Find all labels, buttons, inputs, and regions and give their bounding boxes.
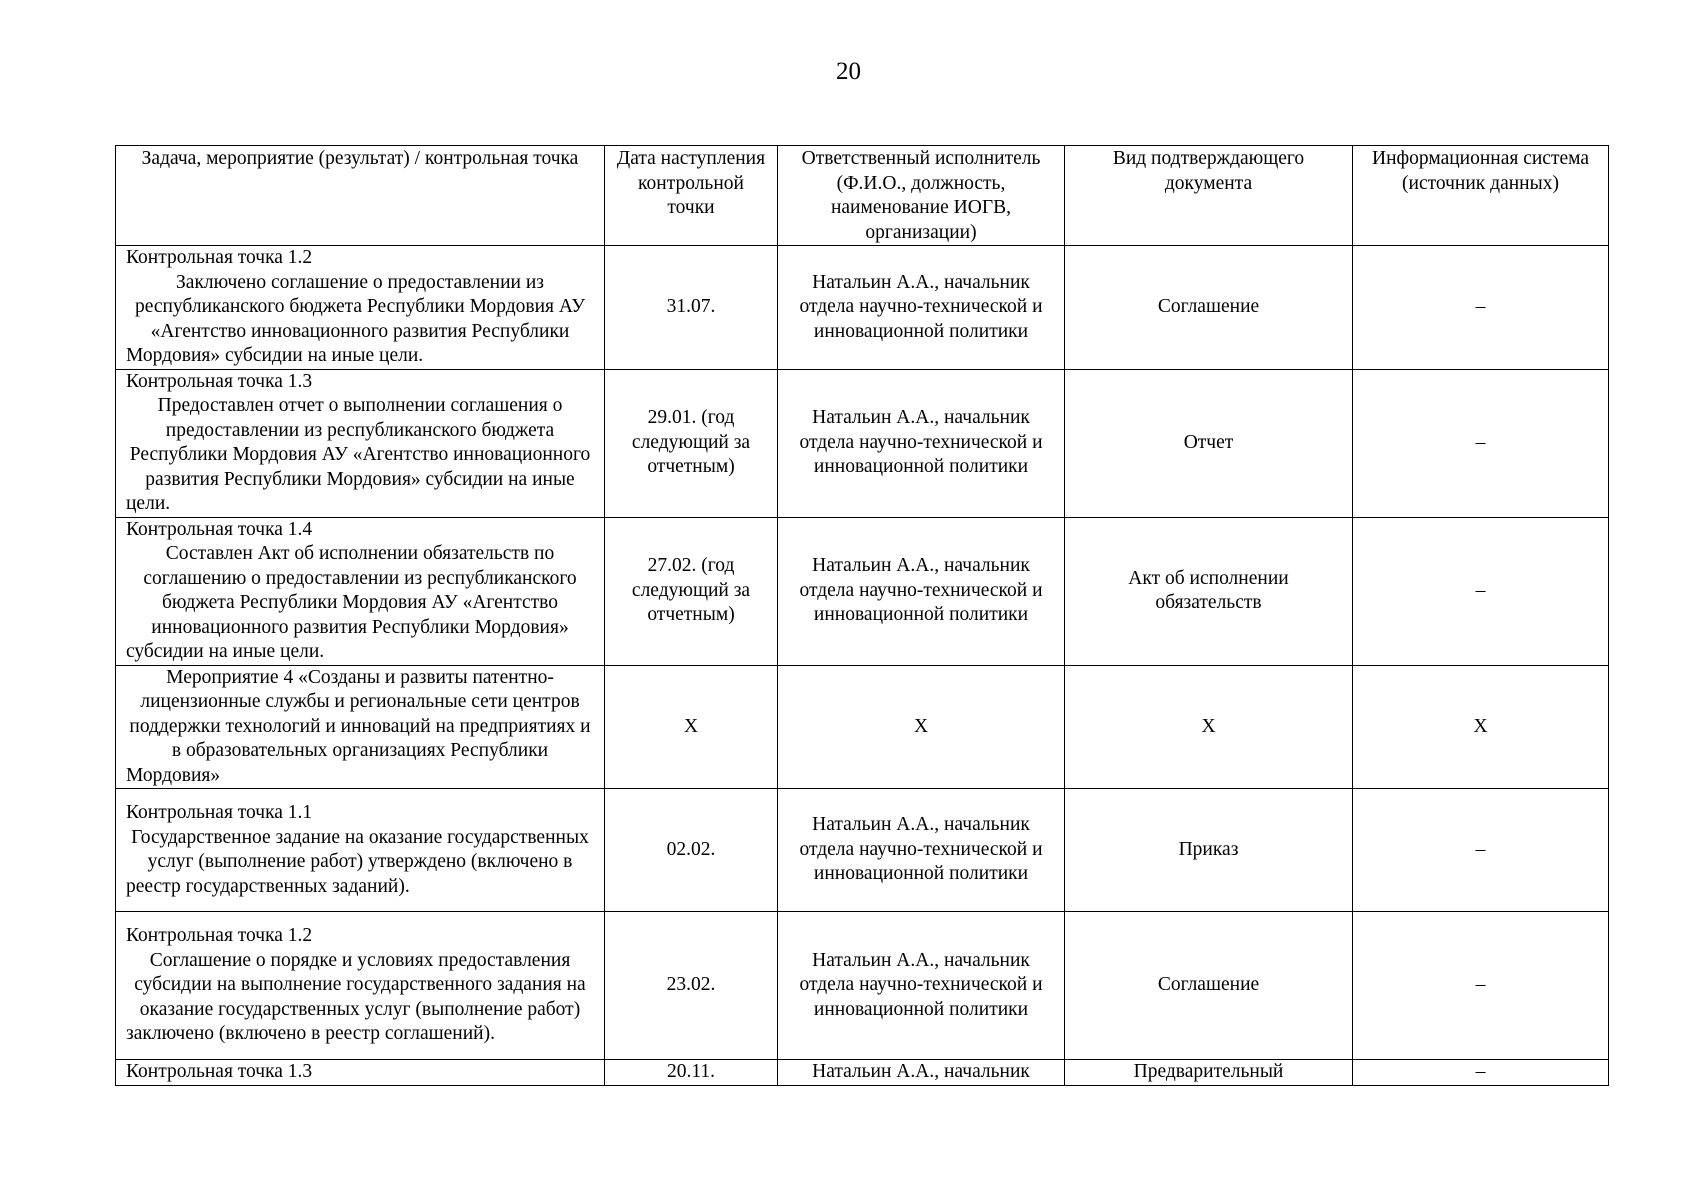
control-point-text: Предоставлен отчет о выполнении соглашения о предоставлении из республиканского бюджета Республики Мордовия АУ «Агентство инновационного развития Республики Мордовия» субсидии на иные цели. (126, 395, 591, 514)
table-row (116, 912, 1609, 1060)
document-cell: Акт об исполнении обязательств (1065, 517, 1353, 665)
task-cell (116, 912, 605, 1060)
date-cell: 02.02. (605, 789, 778, 912)
date-cell: 27.02. (год следующий за отчетным) (605, 517, 778, 665)
executor-cell: Натальин А.А., начальник отдела научно-технической и инновационной политики (778, 789, 1065, 912)
date-cell: 20.11. (605, 1060, 778, 1086)
control-point-title: Контрольная точка 1.4 (126, 518, 313, 540)
table-row (116, 789, 1609, 912)
document-cell: Соглашение (1065, 246, 1353, 370)
executor-cell: Натальин А.А., начальник отдела научно-технической и инновационной политики (778, 246, 1065, 370)
document-cell: Предварительный (1065, 1060, 1353, 1086)
system-cell: – (1353, 369, 1609, 517)
control-point-title: Контрольная точка 1.3 (126, 370, 313, 392)
document-cell: Соглашение (1065, 912, 1353, 1060)
header-executor: Ответственный исполнитель (Ф.И.О., должность, наименование ИОГВ, организации) (778, 146, 1065, 246)
date-cell: 31.07. (605, 246, 778, 370)
table-row (116, 246, 1609, 370)
table-header-row (116, 146, 1609, 246)
task-cell (116, 1060, 605, 1086)
executor-cell: Натальин А.А., начальник (778, 1060, 1065, 1086)
header-task: Задача, мероприятие (результат) / контрольная точка (116, 146, 605, 246)
task-cell (116, 789, 605, 912)
system-cell: – (1353, 246, 1609, 370)
header-document: Вид подтверждающего документа (1065, 146, 1353, 246)
event-text: Мероприятие 4 «Созданы и развиты патентно-лицензионные службы и региональные сети центров поддержки технологий и инноваций на предприятиях и в образовательных организациях Республики Мордовия» (126, 666, 591, 786)
document-cell: Отчет (1065, 369, 1353, 517)
table-row (116, 1060, 1609, 1086)
document-cell: Приказ (1065, 789, 1353, 912)
table-row (116, 665, 1609, 789)
table-row (116, 517, 1609, 665)
header-date: Дата наступления контрольной точки (605, 146, 778, 246)
document-cell: Х (1065, 665, 1353, 789)
control-point-text: Государственное задание на оказание государственных услуг (выполнение работ) утверждено (включено в реестр государственных заданий). (126, 826, 589, 897)
system-cell: – (1353, 1060, 1609, 1086)
control-point-text: Заключено соглашение о предоставлении из республиканского бюджета Республики Мордовия АУ «Агентство инновационного развития Республики Мордовия» субсидии на иные цели. (126, 271, 586, 366)
system-cell: Х (1353, 665, 1609, 789)
control-point-text: Составлен Акт об исполнении обязательств по соглашению о предоставлении из республиканского бюджета Республики Мордовия АУ «Агентство инновационного развития Республики Мордовия» субсидии на иные цели. (126, 543, 577, 662)
system-cell: – (1353, 517, 1609, 665)
date-cell: 23.02. (605, 912, 778, 1060)
executor-cell: Натальин А.А., начальник отдела научно-технической и инновационной политики (778, 912, 1065, 1060)
page-number: 20 (836, 58, 861, 85)
control-point-title: Контрольная точка 1.2 (126, 247, 313, 268)
task-cell (116, 246, 605, 370)
control-point-text: Соглашение о порядке и условиях предоставления субсидии на выполнение государственного задания на оказание государственных услуг (выполнение работ) заключено (включено в реестр соглашений). (126, 949, 586, 1045)
executor-cell: Натальин А.А., начальник отдела научно-технической и инновационной политики (778, 517, 1065, 665)
task-cell (116, 665, 605, 789)
control-point-title: Контрольная точка 1.3 (126, 1061, 313, 1083)
task-cell (116, 517, 605, 665)
control-point-title: Контрольная точка 1.1 (126, 802, 313, 823)
system-cell: – (1353, 789, 1609, 912)
header-system: Информационная система (источник данных) (1353, 146, 1609, 246)
executor-cell: Х (778, 665, 1065, 789)
date-cell: Х (605, 665, 778, 789)
executor-cell: Натальин А.А., начальник отдела научно-технической и инновационной политики (778, 369, 1065, 517)
date-cell: 29.01. (год следующий за отчетным) (605, 369, 778, 517)
control-points-table (115, 145, 1609, 1086)
control-point-title: Контрольная точка 1.2 (126, 925, 313, 947)
system-cell: – (1353, 912, 1609, 1060)
task-cell (116, 369, 605, 517)
table-row (116, 369, 1609, 517)
